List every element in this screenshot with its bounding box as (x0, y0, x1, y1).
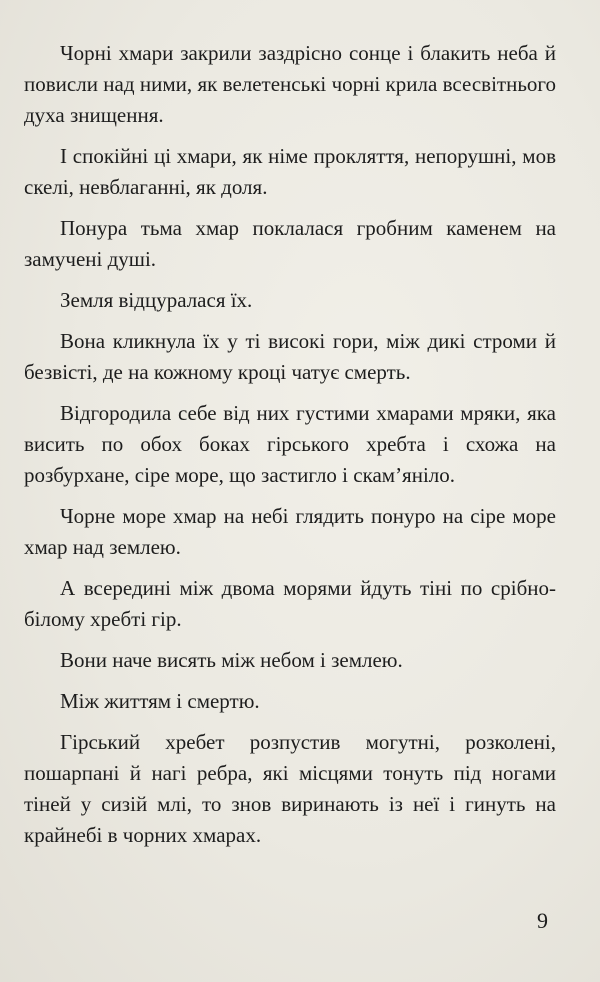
paragraph: І спокійні ці хмари, як німе прокляття, непорушні, мов скелі, невблаганні, як доля. (24, 144, 556, 199)
page-number: 9 (537, 908, 548, 933)
paragraph: Чорні хмари закрили заздрісно сонце і блакить неба й повисли над ними, як велетенські чорні крила всесвітнього духа знищення. (24, 41, 556, 127)
paragraph: Вони наче висять між небом і землею. (60, 648, 403, 672)
paragraph: А всередині між двома морями йдуть тіні по срібно-білому хребті гір. (24, 576, 556, 631)
paragraph: Чорне море хмар на небі глядить понуро на сіре море хмар над землею. (24, 504, 556, 559)
paragraph: Понура тьма хмар поклалася гробним каменем на замучені душі. (24, 216, 556, 271)
paragraph: Гірський хребет розпустив могутні, розколені, пошарпані й нагі ребра, які місцями тонуть під ногами тіней у сизій млі, то знов виринають із неї і гинуть на крайнебі в чорних хмарах. (24, 730, 556, 847)
paragraph: Між життям і смертю. (60, 689, 260, 713)
paragraph: Відгородила себе від них густими хмарами мряки, яка висить по обох боках гірського хребта і схожа на розбурхане, сіре море, що застигло і скам’яніло. (24, 401, 556, 487)
paragraph: Вона кликнула їх у ті високі гори, між дикі строми й безвісті, де на кожному кроці чатує смерть. (24, 329, 556, 384)
paragraph: Земля відцуралася їх. (60, 288, 253, 312)
page-body-text (24, 38, 556, 861)
